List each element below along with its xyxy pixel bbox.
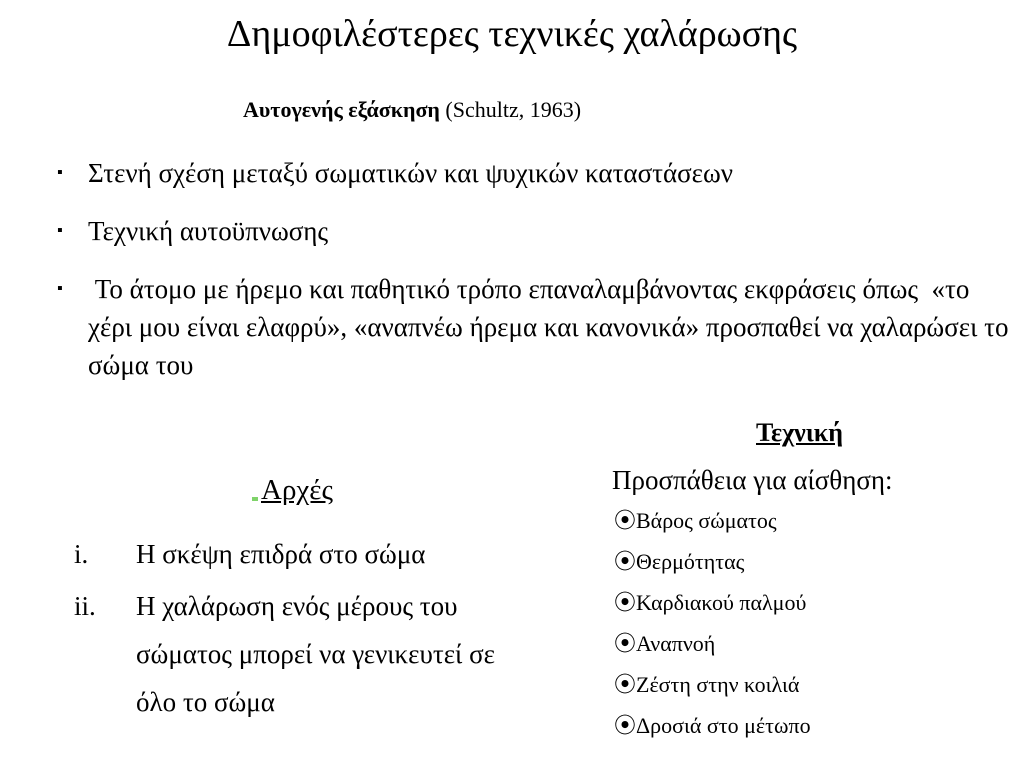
circle-bullet-icon: ⦿ <box>614 672 637 697</box>
principles-heading-text: Αρχές <box>261 474 333 506</box>
circle-bullet-icon: ⦿ <box>614 631 637 656</box>
bullet-item <box>52 212 1012 250</box>
sensation-item <box>614 547 811 588</box>
citation: (Schultz, 1963) <box>445 97 582 122</box>
sensations-list <box>614 506 811 752</box>
bullet-item <box>52 154 1012 192</box>
principle-text: Η σκέψη επιδρά στο σώμα <box>136 539 426 569</box>
subtitle <box>243 95 581 125</box>
sensation-item <box>614 506 811 547</box>
sensation-item <box>614 711 811 752</box>
sensation-text: Ζέστη στην κοιλιά <box>636 672 800 697</box>
bullet-item <box>52 270 1016 384</box>
sensation-item <box>614 670 811 711</box>
bullet-list <box>52 154 1016 404</box>
principle-item <box>74 530 534 578</box>
principle-text: Η χαλάρωση ενός μέρους του σώματος μπορεί να γενικευτεί σε όλο το σώμα <box>136 591 495 717</box>
square-bullet-icon: ▪ <box>57 222 63 239</box>
bullet-text: Στενή σχέση μεταξύ σωματικών και ψυχικών καταστάσεων <box>88 158 733 188</box>
circle-bullet-icon: ⦿ <box>614 549 637 574</box>
sensation-text: Καρδιακού παλμού <box>636 590 807 615</box>
technique-name: Αυτογενής εξάσκηση <box>243 97 440 122</box>
square-bullet-icon: ▪ <box>57 164 63 181</box>
circle-bullet-icon: ⦿ <box>614 508 637 533</box>
circle-bullet-icon: ⦿ <box>614 713 637 738</box>
text-cursor-mark <box>252 497 258 501</box>
principles-list <box>74 530 534 730</box>
technique-intro: Προσπάθεια για αίσθηση: <box>612 465 893 495</box>
sensation-item <box>614 629 811 670</box>
bullet-text: Το άτομο με ήρεμο και παθητικό τρόπο επαναλαμβάνοντας εκφράσεις όπως «το χέρι μου είναι ελαφρύ», «αναπνέω ήρεμα και κανονικά» προσπαθεί να χαλαρώσει το σώμα του <box>88 274 1016 380</box>
principles-heading <box>252 470 333 510</box>
circle-bullet-icon: ⦿ <box>614 590 637 615</box>
sensation-text: Βάρος σώματος <box>636 508 777 533</box>
slide-title: Δημοφιλέστερες τεχνικές χαλάρωσης <box>226 13 798 55</box>
sensation-text: Θερμότητας <box>636 549 745 574</box>
bullet-text: Τεχνική αυτοϋπνωσης <box>88 216 329 246</box>
sensation-item <box>614 588 811 629</box>
square-bullet-icon: ▪ <box>57 280 63 297</box>
principle-number: ii. <box>74 591 96 621</box>
principle-item <box>74 582 534 726</box>
technique-heading: Τεχνική <box>756 418 843 447</box>
principle-number: i. <box>74 539 89 569</box>
sensation-text: Αναπνοή <box>636 631 716 656</box>
sensation-text: Δροσιά στο μέτωπο <box>636 713 811 738</box>
